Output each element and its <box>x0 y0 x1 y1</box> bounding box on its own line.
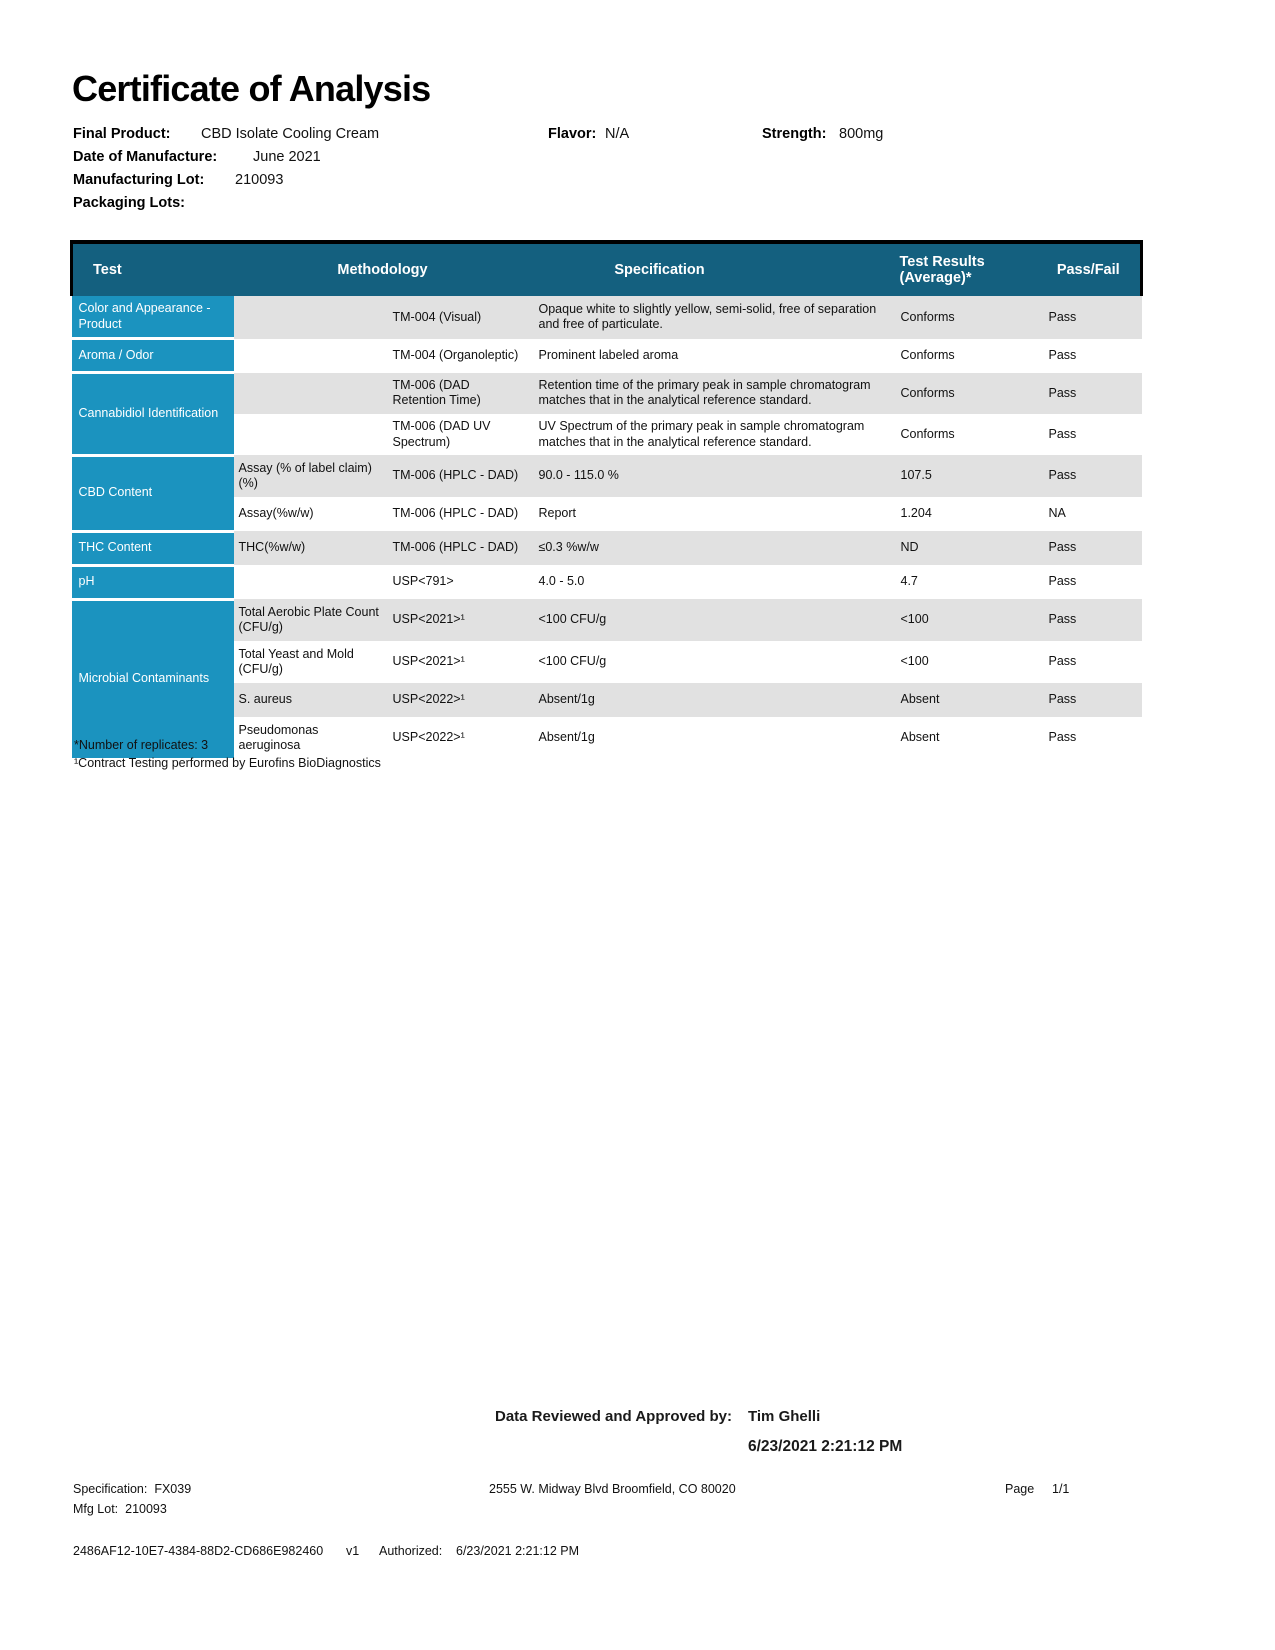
test-result-cell: Conforms <box>892 296 1037 339</box>
approver-name: Tim Ghelli <box>748 1408 821 1425</box>
pass-fail-cell: Pass <box>1037 339 1142 373</box>
footer-specification <box>73 1482 191 1496</box>
approval-datetime: 6/23/2021 2:21:12 PM <box>748 1438 903 1455</box>
methodology-cell: USP<2022>¹ <box>390 717 532 759</box>
methodology-cell: TM-006 (DAD Retention Time) <box>390 373 532 414</box>
specification-cell: UV Spectrum of the primary peak in sample chromatogram matches that in the analytical reference standard. <box>532 414 892 455</box>
table-row <box>72 373 1142 414</box>
methodology-cell: USP<2021>¹ <box>390 641 532 683</box>
flavor-label: Flavor: <box>548 126 597 142</box>
info-line-4 <box>73 195 1193 218</box>
specification-cell: ≤0.3 %w/w <box>532 531 892 565</box>
info-line-3 <box>73 172 1193 195</box>
footer-authorized-label: Authorized: <box>379 1544 443 1558</box>
table-row <box>72 565 1142 599</box>
pass-fail-cell: Pass <box>1037 565 1142 599</box>
sub-test-cell: S. aureus <box>234 683 390 717</box>
footer-mfg-lot <box>73 1502 167 1516</box>
sub-test-cell: Assay(%w/w) <box>234 497 390 531</box>
table-row <box>72 339 1142 373</box>
methodology-cell: TM-006 (HPLC - DAD) <box>390 455 532 497</box>
specification-cell: Report <box>532 497 892 531</box>
table-row <box>72 296 1142 339</box>
test-result-cell: 107.5 <box>892 455 1037 497</box>
specification-cell: Retention time of the primary peak in sample chromatogram matches that in the analytical reference standard. <box>532 373 892 414</box>
methodology-cell: USP<791> <box>390 565 532 599</box>
footer-address: 2555 W. Midway Blvd Broomfield, CO 80020 <box>489 1482 736 1496</box>
info-line-2 <box>73 149 1193 172</box>
pass-fail-cell: Pass <box>1037 296 1142 339</box>
column-header-test: Test <box>72 242 234 296</box>
test-name-cell: CBD Content <box>72 455 234 531</box>
final-product-label: Final Product: <box>73 126 171 142</box>
test-name-cell: Color and Appearance - Product <box>72 296 234 339</box>
footer-page-label: Page <box>1005 1482 1035 1496</box>
manufacturing-lot-value: 210093 <box>235 172 284 188</box>
sub-test-cell <box>234 565 390 599</box>
date-of-manufacture-label: Date of Manufacture: <box>73 149 218 165</box>
pass-fail-cell: Pass <box>1037 599 1142 641</box>
date-of-manufacture-value: June 2021 <box>253 149 321 165</box>
test-name-cell: pH <box>72 565 234 599</box>
sub-test-cell: THC(%w/w) <box>234 531 390 565</box>
approved-by-label: Data Reviewed and Approved by: <box>495 1408 732 1425</box>
test-result-cell: Absent <box>892 683 1037 717</box>
footer-version: v1 <box>346 1544 360 1558</box>
specification-cell: <100 CFU/g <box>532 599 892 641</box>
methodology-cell: TM-004 (Visual) <box>390 296 532 339</box>
footer-page-value: 1/1 <box>1052 1482 1070 1496</box>
strength-label: Strength: <box>762 126 827 142</box>
flavor-value: N/A <box>605 126 630 142</box>
test-result-cell: Conforms <box>892 339 1037 373</box>
test-name-cell: Microbial Contaminants <box>72 599 234 759</box>
table-row <box>72 531 1142 565</box>
sub-test-cell: Total Aerobic Plate Count (CFU/g) <box>234 599 390 641</box>
footer-mfg-lot-value: 210093 <box>125 1502 167 1516</box>
sub-test-cell: Total Yeast and Mold (CFU/g) <box>234 641 390 683</box>
column-header-pass-fail: Pass/Fail <box>1037 242 1142 296</box>
footnote-contract-testing: ¹Contract Testing performed by Eurofins BioDiagnostics <box>74 756 381 770</box>
sub-test-cell: Pseudomonas aeruginosa <box>234 717 390 759</box>
methodology-cell: TM-006 (DAD UV Spectrum) <box>390 414 532 455</box>
methodology-cell: TM-004 (Organoleptic) <box>390 339 532 373</box>
test-result-cell: ND <box>892 531 1037 565</box>
methodology-cell: TM-006 (HPLC - DAD) <box>390 531 532 565</box>
sub-test-cell <box>234 339 390 373</box>
specification-cell: Prominent labeled aroma <box>532 339 892 373</box>
results-table <box>70 240 1143 761</box>
test-result-cell: Conforms <box>892 373 1037 414</box>
product-info-block <box>73 126 1193 218</box>
results-table-header <box>72 242 1142 296</box>
test-name-cell: Aroma / Odor <box>72 339 234 373</box>
sub-test-cell <box>234 373 390 414</box>
pass-fail-cell: Pass <box>1037 683 1142 717</box>
pass-fail-cell: Pass <box>1037 641 1142 683</box>
page-title: Certificate of Analysis <box>72 68 431 109</box>
methodology-cell: USP<2021>¹ <box>390 599 532 641</box>
table-row <box>72 455 1142 497</box>
pass-fail-cell: Pass <box>1037 531 1142 565</box>
pass-fail-cell: Pass <box>1037 455 1142 497</box>
footer-specification-value: FX039 <box>154 1482 192 1496</box>
footnote-replicates: *Number of replicates: 3 <box>74 738 209 752</box>
pass-fail-cell: Pass <box>1037 414 1142 455</box>
specification-cell: <100 CFU/g <box>532 641 892 683</box>
column-header-specification: Specification <box>532 242 892 296</box>
footer-specification-label: Specification: <box>73 1482 148 1496</box>
column-header-test-results: Test Results (Average)* <box>892 242 1037 296</box>
test-name-cell: THC Content <box>72 531 234 565</box>
footer-authorized-datetime: 6/23/2021 2:21:12 PM <box>456 1544 580 1558</box>
info-line-1 <box>73 126 1193 149</box>
results-table-body <box>72 296 1142 759</box>
test-name-cell: Cannabidiol Identification <box>72 373 234 456</box>
pass-fail-cell: Pass <box>1037 373 1142 414</box>
test-result-cell: Absent <box>892 717 1037 759</box>
specification-cell: Opaque white to slightly yellow, semi-solid, free of separation and free of particulate. <box>532 296 892 339</box>
sub-test-cell: Assay (% of label claim)(%) <box>234 455 390 497</box>
footer-document-id: 2486AF12-10E7-4384-88D2-CD686E982460 <box>73 1544 324 1558</box>
methodology-cell: TM-006 (HPLC - DAD) <box>390 497 532 531</box>
sub-test-cell <box>234 296 390 339</box>
test-result-cell: 4.7 <box>892 565 1037 599</box>
footer-mfg-lot-label: Mfg Lot: <box>73 1502 119 1516</box>
test-result-cell: <100 <box>892 599 1037 641</box>
test-result-cell: Conforms <box>892 414 1037 455</box>
column-header-methodology: Methodology <box>234 242 532 296</box>
test-result-cell: 1.204 <box>892 497 1037 531</box>
packaging-lots-label: Packaging Lots: <box>73 195 185 211</box>
specification-cell: Absent/1g <box>532 717 892 759</box>
table-row <box>72 599 1142 641</box>
pass-fail-cell: Pass <box>1037 717 1142 759</box>
manufacturing-lot-label: Manufacturing Lot: <box>73 172 205 188</box>
sub-test-cell <box>234 414 390 455</box>
pass-fail-cell: NA <box>1037 497 1142 531</box>
footnotes <box>74 736 381 772</box>
methodology-cell: USP<2022>¹ <box>390 683 532 717</box>
test-result-cell: <100 <box>892 641 1037 683</box>
strength-value: 800mg <box>839 126 884 142</box>
final-product-value: CBD Isolate Cooling Cream <box>201 126 380 142</box>
specification-cell: 4.0 - 5.0 <box>532 565 892 599</box>
specification-cell: Absent/1g <box>532 683 892 717</box>
specification-cell: 90.0 - 115.0 % <box>532 455 892 497</box>
